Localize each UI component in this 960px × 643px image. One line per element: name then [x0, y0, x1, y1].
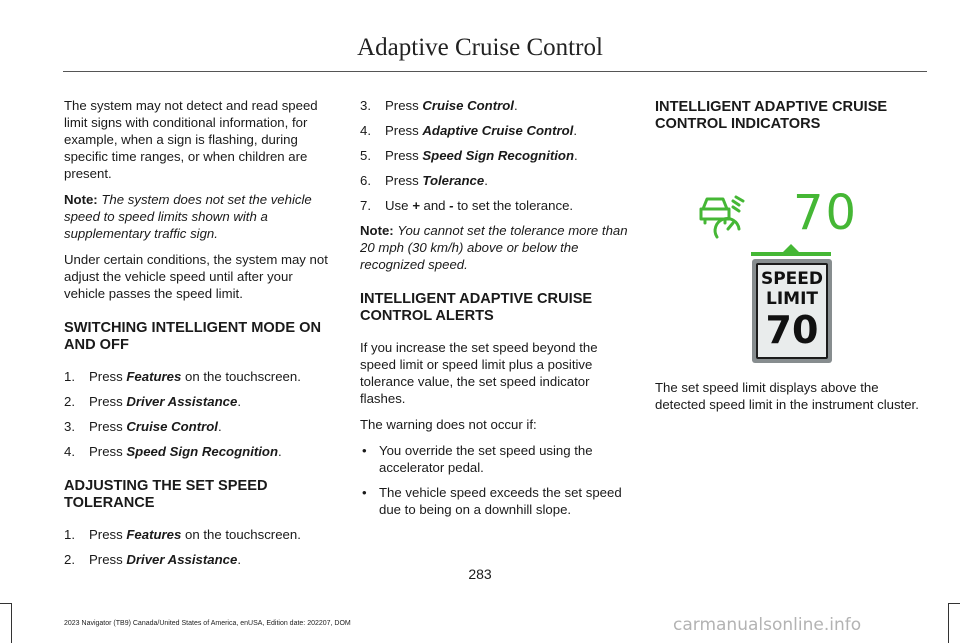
- step-number: 3.: [64, 419, 75, 434]
- note-text: You cannot set the tolerance more than 20 mph (30 km/h) above or below the recognized speed.: [360, 223, 628, 272]
- step-emphasis: Adaptive Cruise Control: [422, 123, 574, 138]
- sign-line-2: LIMIT: [766, 289, 818, 309]
- step-text: Press: [89, 444, 127, 459]
- step-text: Press: [89, 394, 127, 409]
- step-item: [360, 147, 632, 164]
- set-speed-line: [751, 252, 831, 256]
- note-label: Note:: [64, 192, 98, 207]
- step-number: 4.: [360, 123, 371, 138]
- plus-symbol: +: [412, 198, 420, 213]
- step-number: 1.: [64, 527, 75, 542]
- step-item: [360, 97, 632, 114]
- watermark: carmanualsonline.info: [673, 615, 862, 635]
- paragraph: The warning does not occur if:: [360, 417, 537, 432]
- crop-mark-left: [0, 603, 12, 643]
- step-text: on the touchscreen.: [181, 527, 301, 542]
- bullet-text: You override the set speed using the accelerator pedal.: [379, 443, 593, 475]
- note: [360, 222, 632, 273]
- note-label: Note:: [360, 223, 394, 238]
- paragraph: If you increase the set speed beyond the speed limit or speed limit plus a positive tolerance value, the set speed indicator flashes.: [360, 340, 598, 406]
- bullet-icon: •: [362, 443, 367, 458]
- column-2: [360, 97, 632, 526]
- column-3: [655, 97, 927, 422]
- step-item: [64, 526, 336, 543]
- step-text: Press: [89, 552, 127, 567]
- step-text: .: [217, 419, 222, 434]
- step-number: 3.: [360, 98, 371, 113]
- step-item: [360, 172, 632, 189]
- step-number: 1.: [64, 369, 75, 384]
- set-speed-value: 70: [793, 185, 859, 241]
- step-text: Press: [89, 419, 127, 434]
- step-emphasis: Cruise Control: [422, 98, 514, 113]
- crop-mark-right: [948, 603, 960, 643]
- step-text: Press: [89, 527, 127, 542]
- adaptive-cruise-icon: [697, 195, 745, 241]
- step-emphasis: Features: [126, 527, 182, 542]
- step-emphasis: Cruise Control: [126, 419, 218, 434]
- step-text: Press: [385, 173, 423, 188]
- step-text: Press: [89, 369, 127, 384]
- step-emphasis: Features: [126, 369, 182, 384]
- edition-footer: 2023 Navigator (TB9) Canada/United States of America, enUSA, Edition date: 202207, DOM: [64, 620, 351, 627]
- step-emphasis: Speed Sign Recognition: [422, 148, 575, 163]
- bullet-item: [360, 442, 632, 476]
- sign-speed-value: 70: [765, 308, 819, 352]
- step-text: .: [573, 123, 577, 138]
- step-number: 2.: [64, 394, 75, 409]
- step-text: .: [237, 552, 241, 567]
- sign-line-1: SPEED: [760, 269, 824, 289]
- section-heading: INTELLIGENT ADAPTIVE CRUISE CONTROL ALERTS: [360, 291, 593, 324]
- step-number: 5.: [360, 148, 371, 163]
- step-text: .: [484, 173, 488, 188]
- section-heading: INTELLIGENT ADAPTIVE CRUISE CONTROL INDICATORS: [655, 99, 888, 132]
- column-1: [64, 97, 336, 576]
- section-heading: SWITCHING INTELLIGENT MODE ON AND OFF: [64, 320, 322, 353]
- step-item: [360, 197, 632, 214]
- page-number: 283: [468, 566, 492, 582]
- step-emphasis: Driver Assistance: [126, 394, 238, 409]
- step-text: and: [419, 198, 450, 213]
- note: [64, 191, 336, 242]
- step-emphasis: Driver Assistance: [126, 552, 238, 567]
- step-number: 7.: [360, 198, 371, 213]
- step-emphasis: Speed Sign Recognition: [126, 444, 279, 459]
- step-text: Press: [385, 148, 423, 163]
- step-text: .: [513, 98, 518, 113]
- step-text: Press: [385, 123, 423, 138]
- header-rule: [63, 71, 927, 72]
- step-text: Use: [385, 198, 413, 213]
- note-text: The system does not set the vehicle speed to speed limits shown with a supplementary traffic sign.: [64, 192, 312, 241]
- step-item: [64, 393, 336, 410]
- step-text: .: [574, 148, 578, 163]
- step-number: 2.: [64, 552, 75, 567]
- step-item: [64, 418, 336, 435]
- step-text: Press: [385, 98, 423, 113]
- step-item: [64, 368, 336, 385]
- step-text: .: [278, 444, 282, 459]
- speed-limit-sign: [752, 259, 832, 363]
- bullet-icon: •: [362, 485, 367, 500]
- step-list: [64, 526, 336, 568]
- step-number: 6.: [360, 173, 371, 188]
- set-speed-marker-icon: [783, 244, 799, 252]
- step-emphasis: Tolerance: [422, 173, 485, 188]
- paragraph: Under certain conditions, the system may not adjust the vehicle speed until after your vehicle passes the speed limit.: [64, 252, 328, 301]
- speed-limit-sign-face: [756, 263, 828, 359]
- section-heading: ADJUSTING THE SET SPEED TOLERANCE: [64, 478, 268, 511]
- step-list: [64, 368, 336, 460]
- step-text: to set the tolerance.: [453, 198, 574, 213]
- step-text: .: [237, 394, 241, 409]
- step-item: [64, 443, 336, 460]
- step-number: 4.: [64, 444, 75, 459]
- step-item: [360, 122, 632, 139]
- minus-symbol: -: [449, 198, 454, 213]
- bullet-item: [360, 484, 632, 518]
- paragraph: The system may not detect and read speed limit signs with conditional information, for example, when a sign is flashing, during specific time ranges, or when children are present.: [64, 98, 318, 181]
- step-text: on the touchscreen.: [181, 369, 301, 384]
- page-title: Adaptive Cruise Control: [357, 34, 603, 61]
- bullet-text: The vehicle speed exceeds the set speed due to being on a downhill slope.: [379, 485, 622, 517]
- paragraph: The set speed limit displays above the detected speed limit in the instrument cluster.: [655, 380, 919, 412]
- indicator-illustration: [655, 147, 927, 357]
